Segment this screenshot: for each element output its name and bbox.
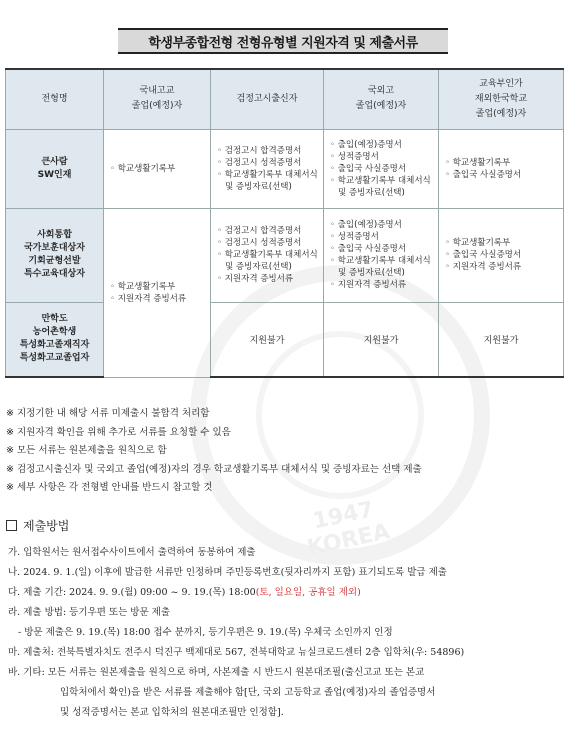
cell-overseas	[439, 208, 564, 302]
header-admission-type: 전형명	[6, 69, 104, 129]
procedure-item: 가. 입학원서는 원서접수사이트에서 출력하여 동봉하여 제출	[8, 547, 256, 558]
square-bullet-icon	[6, 520, 17, 531]
procedure-subitem: - 방문 제출은 9. 19.(목) 18:00 접수 분까지, 등기우편은 9. 19.(목) 우체국 소인까지 인정	[18, 627, 393, 638]
table-row	[6, 302, 564, 377]
submission-period: 다. 제출 기간: 2024. 9. 9.(월) 09:00 ~ 9. 19.(목) 18:00	[8, 587, 256, 598]
doc-item: ◦ 학교생활기록부	[445, 157, 559, 169]
cell-ged-unavailable: 지원불가	[211, 302, 324, 377]
cell-domestic	[104, 129, 211, 208]
doc-item: ◦ 출입국 사실증명서	[330, 163, 434, 175]
doc-item: ◦ 학교생활기록부	[110, 163, 206, 175]
doc-item: ◦ 검정고시 성적증명서	[217, 157, 319, 169]
doc-item: ◦ 학교생활기록부 대체서식 및 증빙자료(선택)	[217, 249, 319, 273]
section-heading	[6, 517, 69, 534]
cell-overseas-unavailable: 지원불가	[439, 302, 564, 377]
period-exclusion: (토, 일요일, 공휴일 제외)	[255, 587, 361, 598]
doc-item: ◦ 출입(예정)증명서	[330, 139, 434, 151]
header-overseas-korean: 교육부인가 재외한국학교 졸업(예정)자	[439, 69, 564, 129]
watermark-text: 1947 KOREA	[305, 497, 393, 562]
page-title: 학생부종합전형 전형유형별 지원자격 및 제출서류	[148, 35, 418, 51]
row-name: 만학도 농어촌학생 특성화고졸재직자 특성화고교졸업자	[6, 302, 104, 377]
doc-item: ◦ 검정고시 합격증명서	[217, 225, 319, 237]
procedure-item-continued: 및 성적증명서는 본교 입학처의 원본대조필만 인정함].	[60, 707, 284, 718]
doc-item: ◦ 학교생활기록부	[445, 237, 559, 249]
submission-procedure	[8, 543, 564, 723]
cell-domestic	[104, 208, 211, 377]
doc-item: ◦ 검정고시 합격증명서	[217, 145, 319, 157]
procedure-item: 바. 기타: 모든 서류는 원본제출을 원칙으로 하며, 사본제출 시 반드시 원본대조필(출신고교 또는 본교	[8, 667, 425, 678]
doc-item: ◦ 학교생활기록부 대체서식 및 증빙자료(선택)	[330, 175, 434, 199]
doc-item: ◦ 출입국 사실증명서	[445, 249, 559, 261]
cell-overseas	[439, 129, 564, 208]
doc-item: ◦ 지원자격 증빙서류	[217, 273, 319, 285]
notes-list	[6, 405, 422, 498]
note-item: ※ 지원자격 확인을 위해 추가로 서류를 요청할 수 있음	[6, 424, 422, 443]
doc-item: ◦ 검정고시 성적증명서	[217, 237, 319, 249]
doc-item: ◦ 학교생활기록부 대체서식 및 증빙자료(선택)	[217, 169, 319, 193]
procedure-item: 마. 제출처: 전북특별자치도 전주시 덕진구 백제대로 567, 전북대학교 뉴실크로드센터 2층 입학처(우: 54896)	[8, 647, 465, 658]
doc-item: ◦ 출입국 사실증명서	[330, 243, 434, 255]
note-item: ※ 지정기한 내 해당 서류 미제출시 불합격 처리함	[6, 405, 422, 424]
header-ged: 검정고시출신자	[211, 69, 324, 129]
section-title: 제출방법	[23, 519, 70, 533]
row-name: 큰사람 SW인재	[6, 129, 104, 208]
cell-ged	[211, 208, 324, 302]
doc-item: ◦ 학교생활기록부	[110, 281, 206, 293]
doc-item: ◦ 출입(예정)증명서	[330, 219, 434, 231]
doc-item: ◦ 성적증명서	[330, 151, 434, 163]
doc-item: ◦ 성적증명서	[330, 231, 434, 243]
row-name: 사회통합 국가보훈대상자 기회균형선발 특수교육대상자	[6, 208, 104, 302]
cell-abroad	[324, 129, 439, 208]
doc-item: ◦ 지원자격 증빙서류	[445, 261, 559, 273]
doc-item: ◦ 지원자격 증빙서류	[330, 279, 434, 291]
requirements-table	[5, 68, 564, 378]
procedure-item	[8, 583, 564, 603]
header-domestic: 국내고교 졸업(예정)자	[104, 69, 211, 129]
procedure-item: 라. 제출 방법: 등기우편 또는 방문 제출	[8, 607, 170, 618]
cell-ged	[211, 129, 324, 208]
cell-abroad-unavailable: 지원불가	[324, 302, 439, 377]
doc-item: ◦ 학교생활기록부 대체서식 및 증빙자료(선택)	[330, 255, 434, 279]
note-item: ※ 세부 사항은 각 전형별 안내를 반드시 참고할 것	[6, 479, 422, 498]
table-row	[6, 208, 564, 302]
page-title-bar	[118, 28, 448, 54]
note-item: ※ 모든 서류는 원본제출을 원칙으로 함	[6, 442, 422, 461]
table-header-row	[6, 69, 564, 129]
doc-item: ◦ 지원자격 증빙서류	[110, 293, 206, 305]
cell-abroad	[324, 208, 439, 302]
table-row	[6, 129, 564, 208]
note-item: ※ 검정고시출신자 및 국외고 졸업(예정)자의 경우 학교생활기록부 대체서식 및 증빙자료는 선택 제출	[6, 461, 422, 480]
procedure-item: 나. 2024. 9. 1.(일) 이후에 발급한 서류만 인정하며 주민등록번호(뒷자리까지 포함) 표기되도록 발급 제출	[8, 567, 447, 578]
doc-item: ◦ 출입국 사실증명서	[445, 169, 559, 181]
header-abroad: 국외고 졸업(예정)자	[324, 69, 439, 129]
procedure-item-continued: 입학처에서 확인)을 받은 서류를 제출해야 함[단, 국외 고등학교 졸업(예정)자의 졸업증명서	[60, 687, 436, 698]
